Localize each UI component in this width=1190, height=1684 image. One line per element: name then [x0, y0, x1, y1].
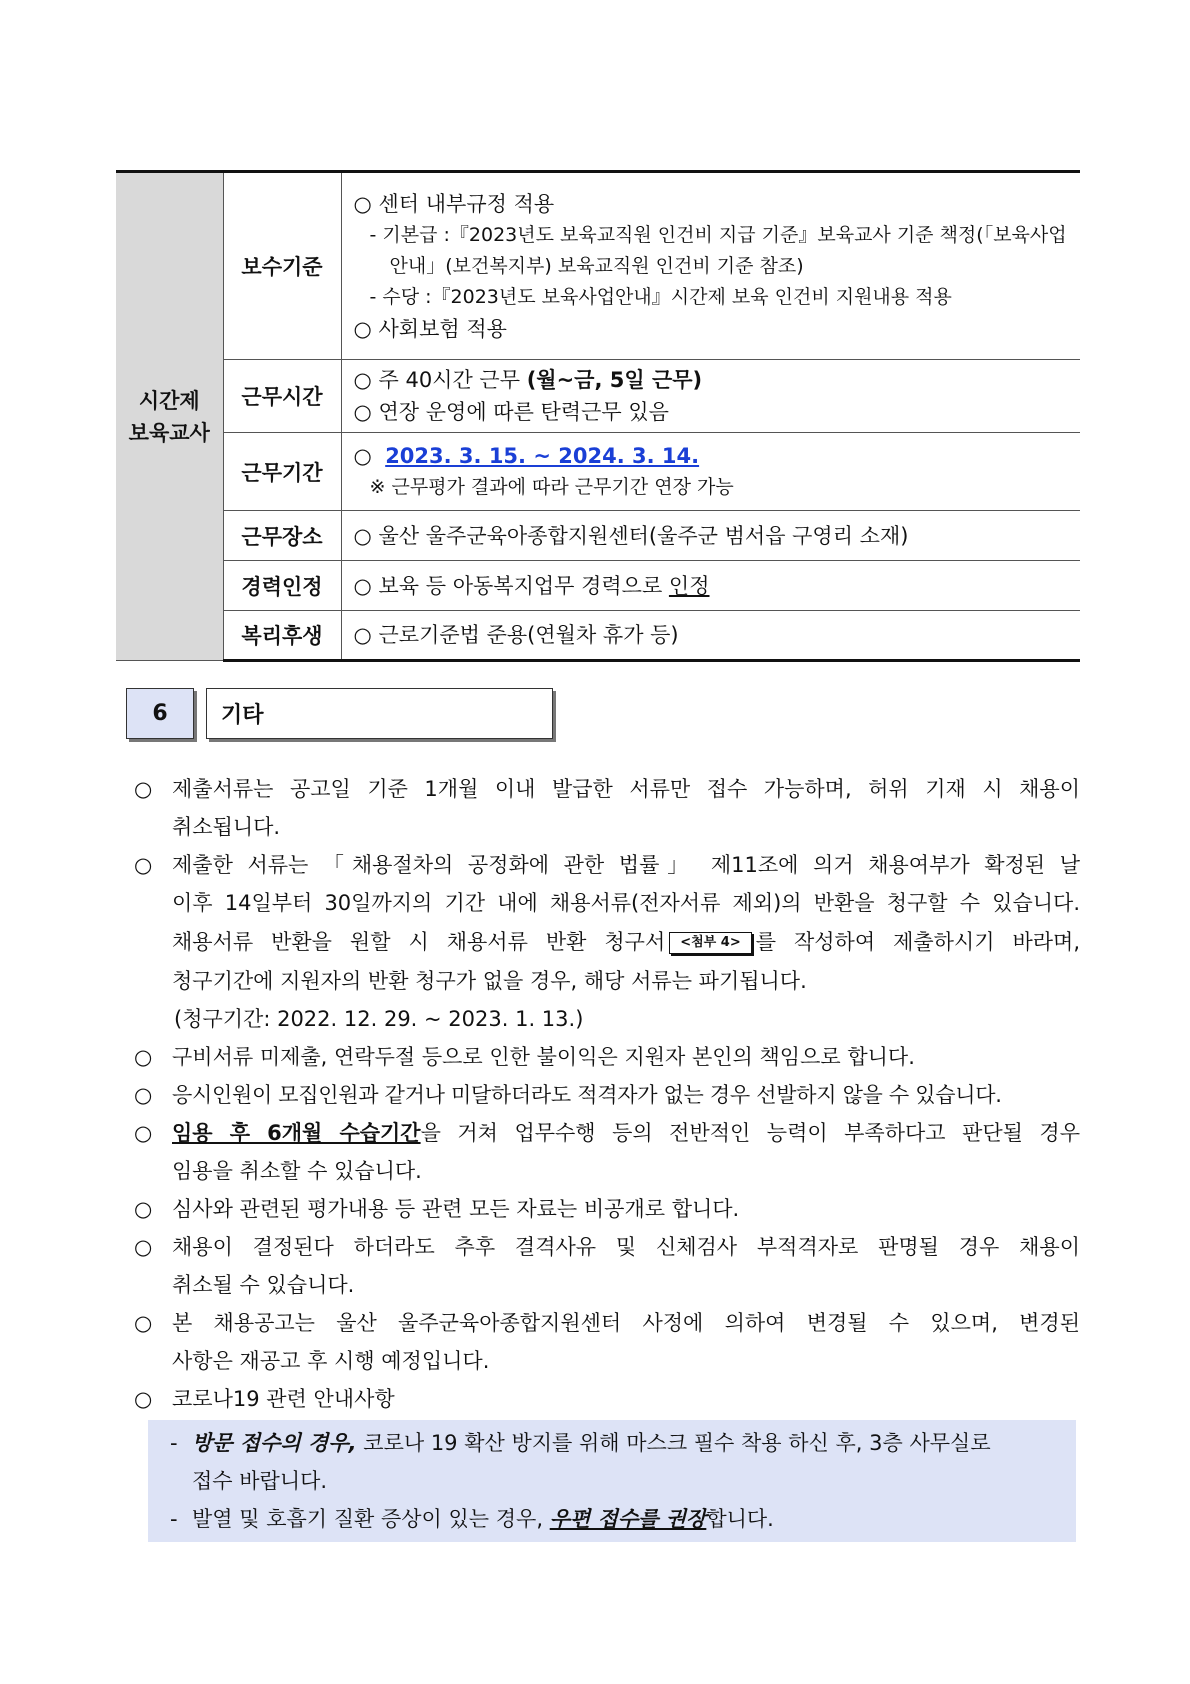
- row-label-welfare: 복리후생: [223, 611, 341, 661]
- career-line: [354, 570, 1071, 602]
- row-content-hours: [341, 360, 1080, 433]
- row-content-career: [341, 561, 1080, 611]
- covid-2-post: 합니다.: [706, 1507, 774, 1531]
- bullet-circle-icon: ○: [134, 1121, 153, 1145]
- row-label-salary: 보수기준: [223, 172, 341, 360]
- bullet-circle-icon: ○: [134, 1197, 153, 1221]
- note-8-line-1: 본 채용공고는 울산 울주군육아종합지원센터 사정에 의하여 변경될 수 있으며, 변경된: [172, 1311, 1080, 1335]
- section-number: 6: [126, 688, 194, 739]
- bullet-circle-icon: ○: [134, 1083, 153, 1107]
- list-item: [170, 1424, 1062, 1500]
- row-label-career: 경력인정: [223, 561, 341, 611]
- section-title: 기타: [206, 688, 553, 739]
- note-2-line-2: 이후 14일부터 30일까지의 기간 내에 채용서류(전자서류 제외)의 반환을 청구할 수 있습니다.: [172, 891, 1080, 915]
- note-6: 심사와 관련된 평가내용 등 관련 모든 자료는 비공개로 합니다.: [172, 1197, 740, 1221]
- welfare-line: ○ 근로기준법 준용(연월차 휴가 등): [353, 623, 679, 647]
- salary-line-3: 안내」(보건복지부) 보육교직원 인건비 기준 참조): [389, 254, 804, 277]
- note-5-line-1: [172, 1114, 1080, 1152]
- note-2-line-3: [172, 922, 1080, 962]
- row-label-location: 근무장소: [223, 511, 341, 561]
- row-label-period: 근무기간: [223, 433, 341, 511]
- list-item: [134, 846, 1080, 1038]
- employment-conditions-table: [116, 170, 1080, 662]
- period-note: ※ 근무평가 결과에 따라 근무기간 연장 가능: [369, 476, 734, 498]
- note-8-line-2: 사항은 재공고 후 시행 예정입니다.: [172, 1349, 490, 1373]
- list-item: [134, 1228, 1080, 1304]
- hours-line-2: ○ 연장 운영에 따른 탄력근무 있음: [353, 400, 669, 424]
- covid-2-pre: 발열 및 호흡기 질환 증상이 있는 경우,: [192, 1507, 550, 1531]
- period-mark: ○: [353, 444, 372, 468]
- salary-line-1: ○ 센터 내부규정 적용: [353, 191, 555, 216]
- row-content-period: [341, 433, 1080, 511]
- note-2-line-1: 제출한 서류는 「채용절차의 공정화에 관한 법률」 제11조에 의거 채용여부가 확정된 날: [172, 853, 1080, 877]
- list-item: [134, 1304, 1080, 1380]
- location-line: ○ 울산 울주군육아종합지원센터(울주군 범서읍 구영리 소재): [353, 523, 909, 548]
- attachment-badge: <첨부 4>: [669, 932, 751, 954]
- covid-1-rest: 코로나 19 확산 방지를 위해 마스크 필수 착용 하신 후, 3층 사무실로: [356, 1431, 991, 1455]
- list-item: [170, 1500, 1062, 1538]
- row-content-location: [341, 511, 1080, 561]
- period-date: 2023. 3. 15. ~ 2024. 3. 14.: [385, 444, 700, 468]
- row-content-salary: [341, 172, 1080, 360]
- hours-line-1: [354, 364, 1071, 396]
- bullet-circle-icon: ○: [134, 853, 153, 877]
- career-text: ○ 보육 등 아동복지업무 경력으로: [353, 573, 669, 598]
- note-2-line-3-post: 를 작성하여 제출하시기 바라며,: [755, 930, 1081, 954]
- note-1-line-2: 취소됩니다.: [172, 815, 281, 839]
- bullet-circle-icon: ○: [134, 1235, 153, 1259]
- note-9: 코로나19 관련 안내사항: [172, 1387, 395, 1411]
- note-4: 응시인원이 모집인원과 같거나 미달하더라도 적격자가 없는 경우 선발하지 않을 수 있습니다.: [172, 1083, 1002, 1107]
- list-item: [134, 1190, 1080, 1228]
- dash-bullet: -: [170, 1507, 178, 1531]
- list-item: [134, 1038, 1080, 1076]
- hours-line-1-bold: (월~금, 5일 근무): [526, 368, 703, 392]
- covid-1-line-1: [192, 1424, 1062, 1462]
- covid-1-emphasis: 방문 접수의 경우,: [192, 1431, 357, 1455]
- career-underlined: 인정: [668, 573, 710, 598]
- hours-line-1-text: ○ 주 40시간 근무: [353, 368, 527, 392]
- row-content-welfare: [341, 611, 1080, 661]
- category-line-2: 보육교사: [128, 420, 210, 445]
- salary-line-5: ○ 사회보험 적용: [353, 316, 507, 341]
- dash-bullet: -: [170, 1431, 178, 1455]
- bullet-circle-icon: ○: [134, 777, 153, 801]
- period-line-1: [354, 440, 1071, 472]
- salary-line-2: - 기본급 :『2023년도 보육교직원 인건비 지급 기준』보육교사 기준 책정(「보육사업: [369, 223, 1067, 246]
- note-7-line-1: 채용이 결정된다 하더라도 추후 결격사유 및 신체검사 부적격자로 판명될 경우 채용이: [172, 1235, 1080, 1259]
- note-5-rest: 을 거쳐 업무수행 등의 전반적인 능력이 부족하다고 판단될 경우: [420, 1121, 1080, 1145]
- note-3: 구비서류 미제출, 연락두절 등으로 인한 불이익은 지원자 본인의 책임으로 합니다.: [172, 1045, 915, 1069]
- note-7-line-2: 취소될 수 있습니다.: [172, 1273, 355, 1297]
- list-item: [134, 770, 1080, 846]
- note-5-bold: 임용 후 6개월 수습기간: [172, 1121, 421, 1145]
- list-item: [134, 1114, 1080, 1190]
- category-line-1: 시간제: [138, 388, 200, 413]
- list-item: [134, 1076, 1080, 1114]
- covid-2-line: [192, 1500, 1062, 1538]
- note-2-line-5: (청구기간: 2022. 12. 29. ~ 2023. 1. 13.): [174, 1007, 584, 1031]
- bullet-circle-icon: ○: [134, 1045, 153, 1069]
- bullet-circle-icon: ○: [134, 1311, 153, 1335]
- row-label-hours: 근무시간: [223, 360, 341, 433]
- salary-line-4: - 수당 :『2023년도 보육사업안내』시간제 보육 인건비 지원내용 적용: [369, 285, 952, 308]
- note-2-line-4: 청구기간에 지원자의 반환 청구가 없을 경우, 해당 서류는 파기됩니다.: [172, 969, 807, 993]
- note-2-line-3-pre: 채용서류 반환을 원할 시 채용서류 반환 청구서: [172, 930, 666, 954]
- covid-notice-box: [148, 1420, 1076, 1542]
- note-1-line-1: 제출서류는 공고일 기준 1개월 이내 발급한 서류만 접수 가능하며, 허위 기재 시 채용이: [172, 777, 1080, 801]
- covid-1-line-2: 접수 바랍니다.: [192, 1469, 328, 1493]
- bullet-circle-icon: ○: [134, 1387, 153, 1411]
- category-cell: [116, 172, 223, 661]
- covid-2-emphasis: 우편 접수를 권장: [549, 1507, 707, 1531]
- notes-list: [134, 770, 1080, 1418]
- list-item: [134, 1380, 1080, 1418]
- note-5-line-2: 임용을 취소할 수 있습니다.: [172, 1159, 422, 1183]
